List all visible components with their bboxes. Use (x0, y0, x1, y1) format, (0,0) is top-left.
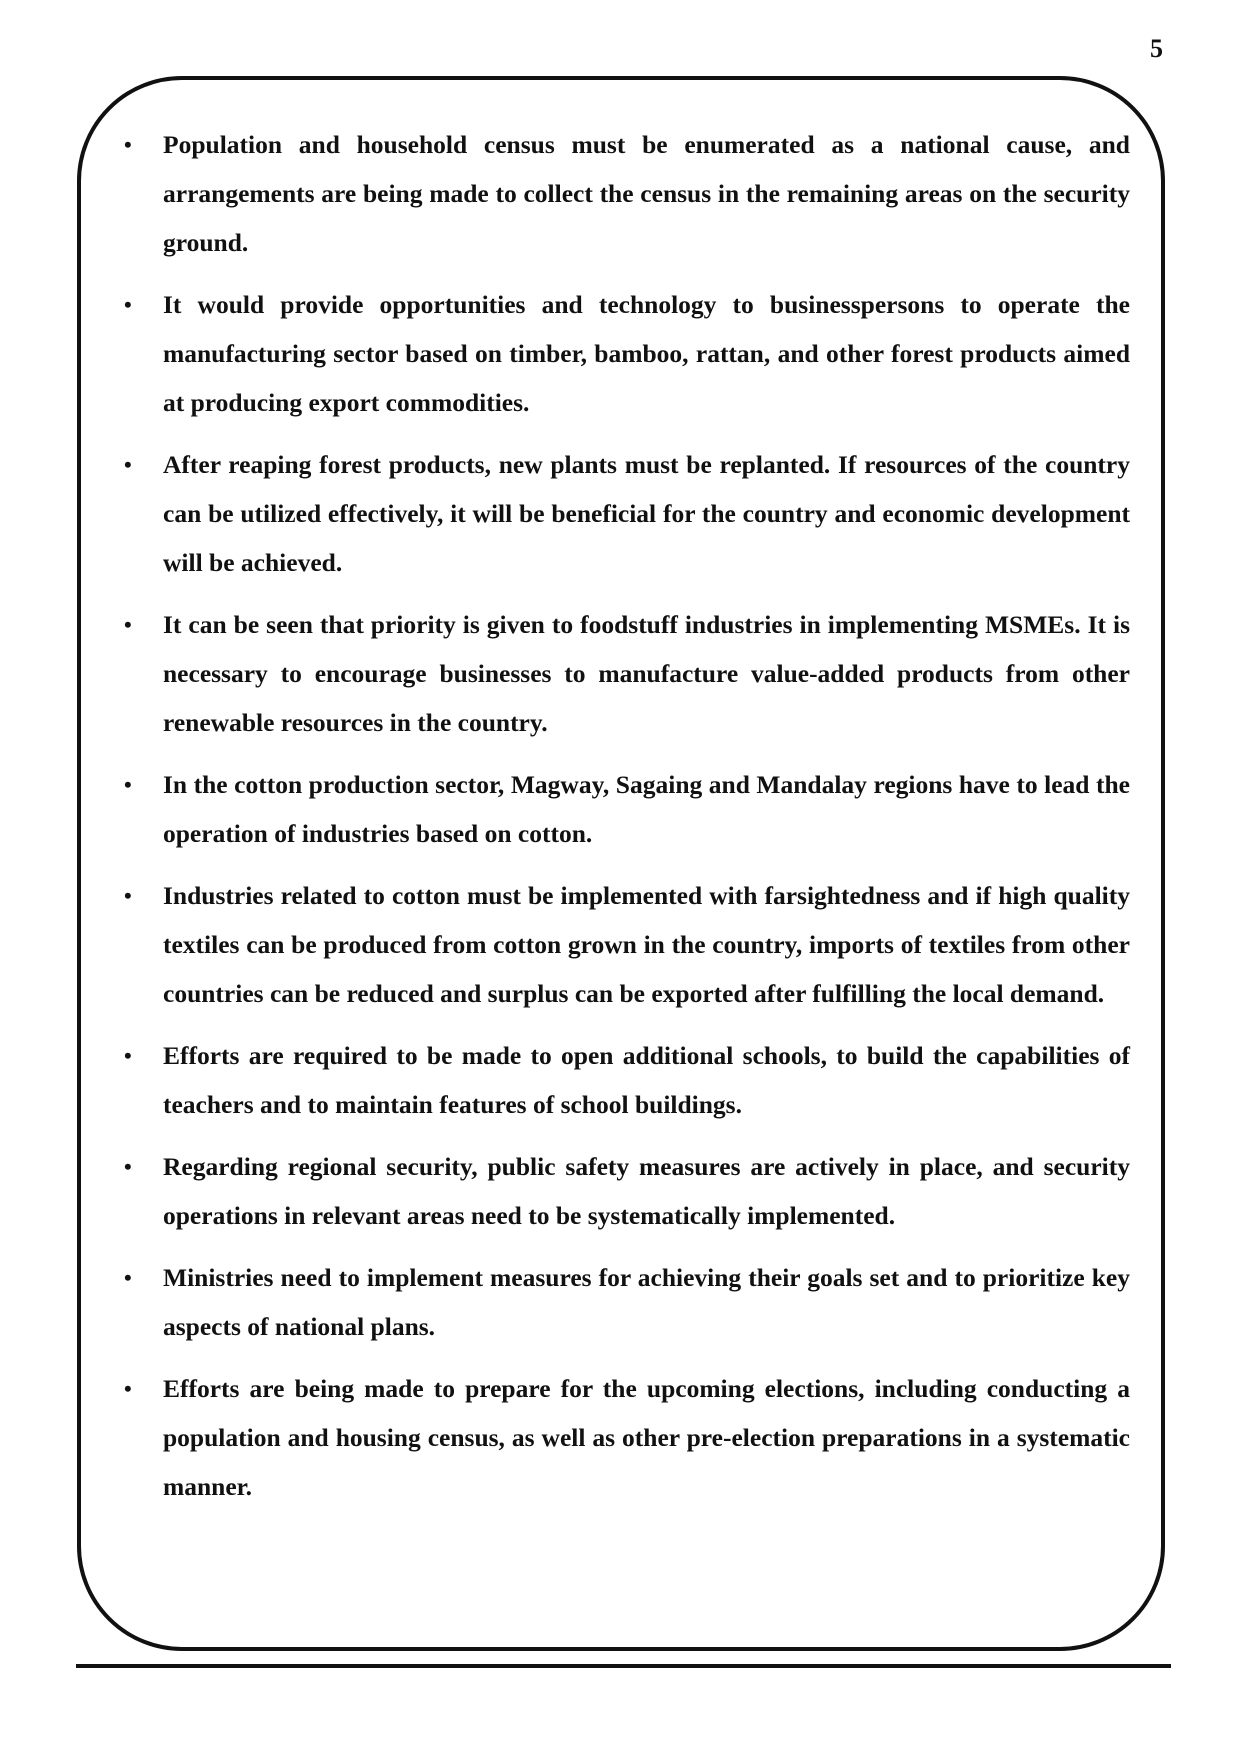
list-item-text: In the cotton production sector, Magway, Sagaing and Mandalay regions have to lead the operation of industries based on cotton. (163, 770, 1130, 848)
bullet-icon: • (124, 772, 132, 797)
list-item (118, 1364, 1130, 1511)
list-item (118, 120, 1130, 267)
bullet-list (118, 120, 1130, 1524)
list-item-text: Industries related to cotton must be implemented with farsightedness and if high quality textiles can be produced from cotton grown in the country, imports of textiles from other countries can be reduced and surplus can be exported after fulfilling the local demand. (163, 881, 1130, 1008)
bullet-icon: • (124, 1043, 132, 1068)
bullet-icon: • (124, 452, 132, 477)
footer-rule (76, 1664, 1171, 1668)
list-item (118, 1142, 1130, 1240)
list-item-text: After reaping forest products, new plants must be replanted. If resources of the country can be utilized effectively, it will be beneficial for the country and economic development will be achieved. (163, 450, 1130, 577)
list-item-text: It can be seen that priority is given to foodstuff industries in implementing MSMEs. It is necessary to encourage businesses to manufacture value-added products from other renewable resources in the country. (163, 610, 1130, 737)
list-item (118, 440, 1130, 587)
list-item-text: Regarding regional security, public safety measures are actively in place, and security operations in relevant areas need to be systematically implemented. (163, 1152, 1130, 1230)
bullet-icon: • (124, 1376, 132, 1401)
list-item (118, 760, 1130, 858)
list-item (118, 871, 1130, 1018)
page-number: 5 (1150, 34, 1163, 63)
bullet-icon: • (124, 883, 132, 908)
list-item (118, 600, 1130, 747)
list-item-text: Ministries need to implement measures for achieving their goals set and to prioritize key aspects of national plans. (163, 1263, 1130, 1341)
list-item-text: Efforts are being made to prepare for the upcoming elections, including conducting a population and housing census, as well as other pre-election preparations in a systematic manner. (163, 1374, 1130, 1501)
bullet-icon: • (124, 132, 132, 157)
list-item-text: It would provide opportunities and technology to businesspersons to operate the manufacturing sector based on timber, bamboo, rattan, and other forest products aimed at producing export commodities. (163, 290, 1130, 417)
list-item (118, 1253, 1130, 1351)
list-item-text: Efforts are required to be made to open additional schools, to build the capabilities of teachers and to maintain features of school buildings. (163, 1041, 1130, 1119)
list-item (118, 280, 1130, 427)
bullet-icon: • (124, 612, 132, 637)
list-item-text: Population and household census must be enumerated as a national cause, and arrangements are being made to collect the census in the remaining areas on the security ground. (163, 130, 1130, 257)
bullet-icon: • (124, 1265, 132, 1290)
bullet-icon: • (124, 292, 132, 317)
list-item (118, 1031, 1130, 1129)
bullet-icon: • (124, 1154, 132, 1179)
